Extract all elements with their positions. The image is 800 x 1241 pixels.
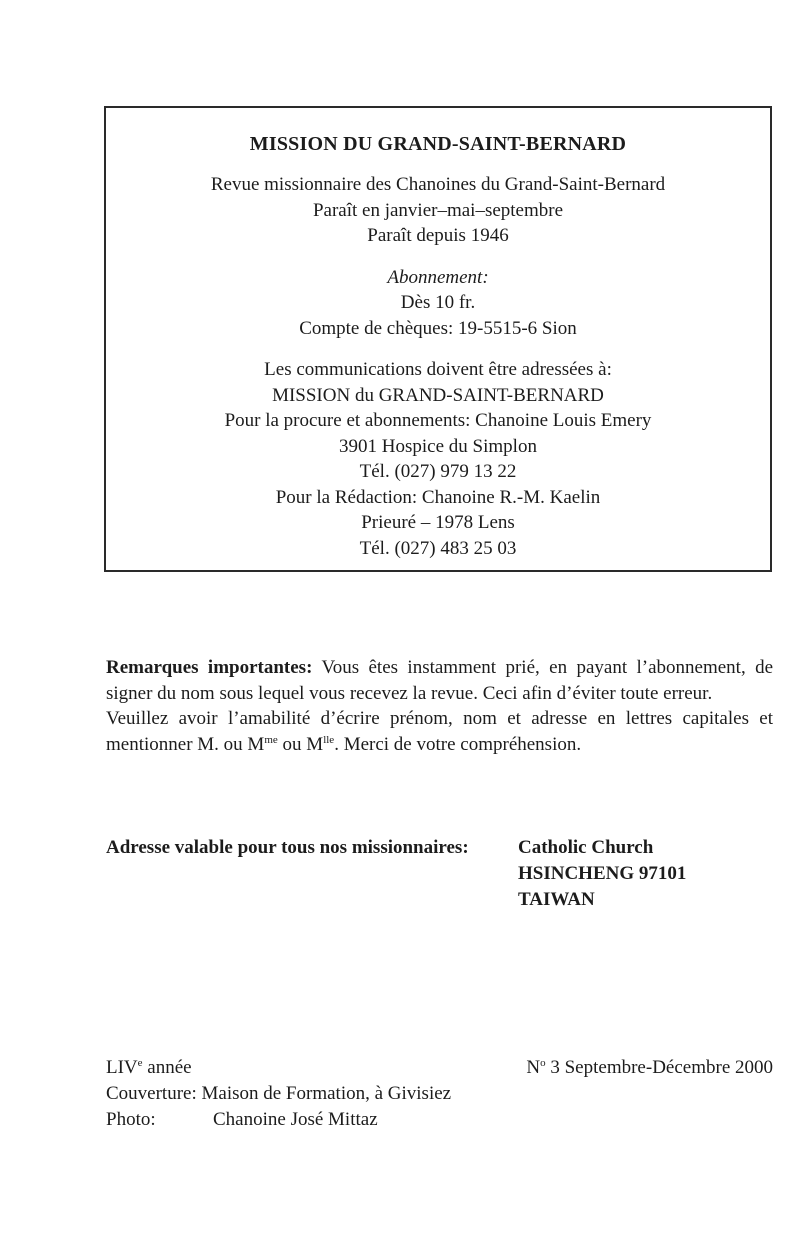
subscription-line: Dès 10 fr. xyxy=(400,292,476,313)
address-line: TAIWAN xyxy=(518,889,595,910)
contact-line: Pour la Rédaction: Chanoine R.-M. Kaelin xyxy=(275,486,601,508)
remarks-text: Vous êtes instamment prié, en payant l’abonnement, de signer du nom sous lequel vous recevez la revue. Ceci afin d’éviter toute erreur. xyxy=(106,657,774,704)
info-box xyxy=(104,106,772,572)
volume-year xyxy=(106,1057,192,1078)
photo-label: Photo: xyxy=(106,1109,156,1130)
volume-text: LIV xyxy=(106,1057,138,1078)
description-line: Paraît en janvier–mai–septembre xyxy=(312,199,564,221)
superscript: o xyxy=(540,1057,546,1069)
address-lines xyxy=(518,835,686,913)
contact-line: Pour la procure et abonnements: Chanoine Louis Emery xyxy=(224,410,652,431)
contact-line: Tél. (027) 979 13 22 xyxy=(359,461,517,482)
superscript: me xyxy=(264,733,278,746)
remarks-paragraph-1 xyxy=(106,655,773,706)
contact-line: Prieuré – 1978 Lens xyxy=(361,512,515,533)
address-line: Catholic Church xyxy=(518,837,654,858)
superscript: lle xyxy=(323,733,335,746)
issue-text: 3 Septembre-Décembre 2000 xyxy=(545,1057,773,1078)
publication-description xyxy=(106,172,770,249)
remarks-label: Remarques importantes: xyxy=(106,657,313,678)
publication-title: MISSION DU GRAND-SAINT-BERNARD xyxy=(249,133,627,155)
important-remarks xyxy=(106,655,773,757)
description-line: Revue missionnaire des Chanoines du Grand-Saint-Bernard xyxy=(210,174,666,195)
issue-footer xyxy=(106,1055,773,1133)
issue-text: N xyxy=(526,1057,541,1078)
contact-line: Tél. (027) 483 25 03 xyxy=(359,537,517,559)
remarks-paragraph-2 xyxy=(106,706,773,757)
remarks-text: ou M xyxy=(277,733,324,755)
contact-line: MISSION du GRAND-SAINT-BERNARD xyxy=(272,384,604,406)
photo-credit xyxy=(106,1107,773,1133)
description-line: Paraît depuis 1946 xyxy=(367,225,509,246)
footer-row-year xyxy=(106,1055,773,1081)
volume-text: année xyxy=(142,1057,192,1078)
address-label: Adresse valable pour tous nos missionnaires: xyxy=(106,837,469,858)
subscription-heading: Abonnement: xyxy=(387,266,489,288)
contact-info xyxy=(106,357,770,561)
subscription-info xyxy=(106,265,770,342)
photo-value: Chanoine José Mittaz xyxy=(213,1109,378,1130)
subscription-line: Compte de chèques: 19-5515-6 Sion xyxy=(299,317,577,339)
cover-credit: Couverture: Maison de Formation, à Givisiez xyxy=(106,1083,452,1104)
address-line: HSINCHENG 97101 xyxy=(518,863,687,884)
remarks-text: Veuillez avoir l’amabilité d’écrire prénom, nom et adresse en lettres capitales et mentionner M. ou M xyxy=(106,708,773,755)
superscript: e xyxy=(137,1057,143,1069)
contact-line: Les communications doivent être adressées à: xyxy=(264,359,612,380)
contact-line: 3901 Hospice du Simplon xyxy=(339,435,537,457)
remarks-text: . Merci de votre compréhension. xyxy=(334,733,582,755)
issue-number xyxy=(526,1055,773,1081)
